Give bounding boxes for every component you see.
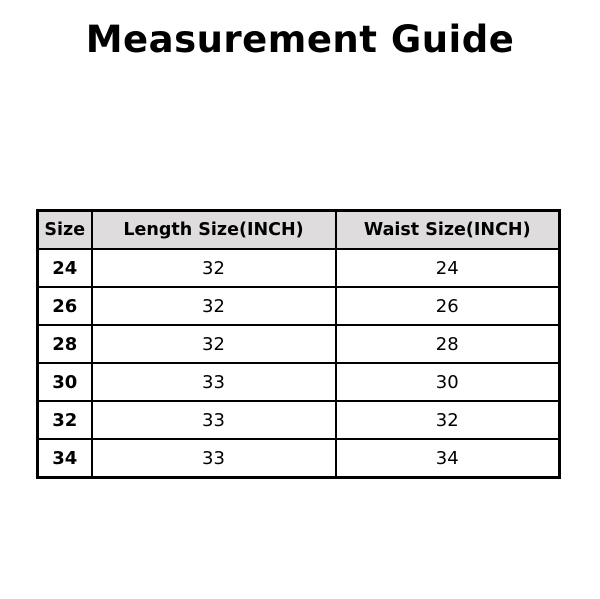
table-row <box>38 363 560 401</box>
table-row <box>38 401 560 439</box>
page-title: Measurement Guide <box>85 18 515 61</box>
size-cell: 26 <box>38 287 92 325</box>
length-cell: 32 <box>92 249 336 287</box>
waist-cell: 34 <box>336 439 560 478</box>
length-cell: 32 <box>92 287 336 325</box>
size-cell: 32 <box>38 401 92 439</box>
waist-cell: 24 <box>336 249 560 287</box>
header-size: Size <box>38 211 92 250</box>
waist-cell: 30 <box>336 363 560 401</box>
header-length-size: Length Size(INCH) <box>92 211 336 250</box>
size-cell: 28 <box>38 325 92 363</box>
size-cell: 30 <box>38 363 92 401</box>
table-row <box>38 439 560 478</box>
size-cell: 24 <box>38 249 92 287</box>
table-header <box>38 211 560 250</box>
table-body <box>38 249 560 478</box>
measurement-table <box>36 209 561 479</box>
length-cell: 33 <box>92 439 336 478</box>
length-cell: 33 <box>92 401 336 439</box>
size-cell: 34 <box>38 439 92 478</box>
waist-cell: 32 <box>336 401 560 439</box>
header-waist-size: Waist Size(INCH) <box>336 211 560 250</box>
length-cell: 33 <box>92 363 336 401</box>
table-row <box>38 325 560 363</box>
waist-cell: 26 <box>336 287 560 325</box>
table-row <box>38 287 560 325</box>
table-row <box>38 249 560 287</box>
waist-cell: 28 <box>336 325 560 363</box>
length-cell: 32 <box>92 325 336 363</box>
header-row <box>38 211 560 250</box>
